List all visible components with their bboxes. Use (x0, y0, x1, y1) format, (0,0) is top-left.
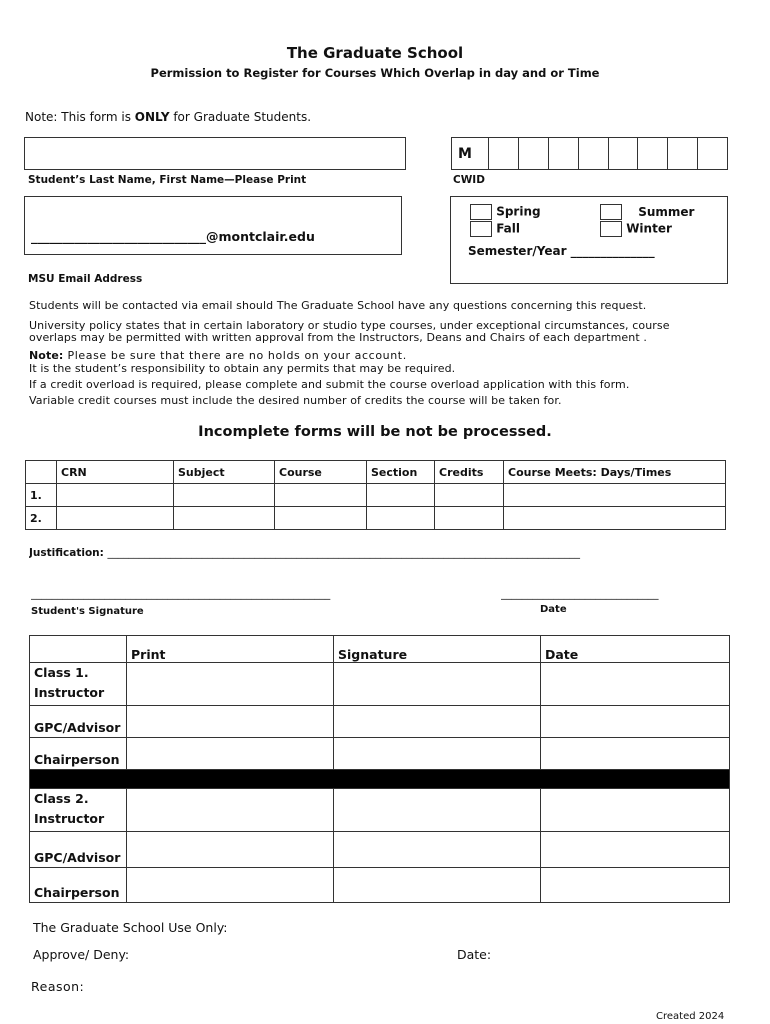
graduate-only-note: Note: This form is ONLY for Graduate Students. (25, 110, 312, 124)
term-option-summer[interactable]: Summer (600, 204, 694, 220)
course-table (25, 460, 726, 530)
cwid-digit-box[interactable] (698, 138, 727, 169)
date-cell[interactable] (541, 738, 730, 770)
approve-deny-label: Approve/ Deny: (33, 947, 130, 962)
term-option-fall[interactable]: Fall (470, 221, 520, 237)
signature-cell[interactable] (334, 706, 541, 738)
table-row (30, 789, 730, 832)
signature-cell[interactable] (334, 868, 541, 903)
office-use-heading: The Graduate School Use Only: (33, 920, 228, 935)
credits-cell[interactable] (435, 507, 504, 530)
date-cell[interactable] (541, 789, 730, 832)
header-cell: Subject (174, 461, 275, 484)
reason-label: Reason: (31, 979, 85, 994)
header-cell: Course (275, 461, 367, 484)
signature-cell[interactable] (334, 832, 541, 868)
print-cell[interactable] (127, 663, 334, 706)
form-subtitle: Permission to Register for Courses Which Overlap in day and or Time (150, 66, 600, 80)
crn-cell[interactable] (57, 484, 174, 507)
table-row (30, 706, 730, 738)
variable-credit-text: Variable credit courses must include the desired number of credits the course will be taken for. (29, 394, 562, 407)
print-cell[interactable] (127, 738, 334, 770)
cwid-digit-box[interactable] (609, 138, 639, 169)
table-row (30, 868, 730, 903)
course-table-header (26, 461, 726, 484)
contact-text: Students will be contacted via email should The Graduate School have any questions concerning this request. (29, 299, 647, 312)
print-cell[interactable] (127, 706, 334, 738)
approvals-header (30, 636, 730, 663)
row-number: 2. (26, 507, 57, 530)
permits-text: It is the student’s responsibility to obtain any permits that may be required. (29, 362, 456, 375)
created-footer: Created 2024 (656, 1011, 725, 1022)
header-cell: CRN (57, 461, 174, 484)
crn-cell[interactable] (57, 507, 174, 530)
print-cell[interactable] (127, 789, 334, 832)
email-field[interactable] (24, 196, 402, 255)
date-cell[interactable] (541, 706, 730, 738)
term-option-winter[interactable]: Winter (600, 221, 672, 237)
cwid-digit-box[interactable] (519, 138, 549, 169)
header-cell: Print (127, 636, 334, 663)
cwid-field[interactable] (451, 137, 728, 170)
cwid-digit-box[interactable] (489, 138, 519, 169)
date-cell[interactable] (541, 663, 730, 706)
meets-cell[interactable] (504, 507, 726, 530)
role-cell: Class 1. Instructor (30, 663, 127, 706)
signature-cell[interactable] (334, 663, 541, 706)
header-cell: Course Meets: Days/Times (504, 461, 726, 484)
header-cell (26, 461, 57, 484)
student-signature-label: Student's Signature (31, 606, 144, 617)
email-label: MSU Email Address (28, 273, 143, 285)
overload-text: If a credit overload is required, please complete and submit the course overload application with this form. (29, 378, 630, 391)
role-cell: Class 2. Instructor (30, 789, 127, 832)
policy-text-1: University policy states that in certain laboratory or studio type courses, under exceptional circumstances, course (29, 319, 670, 332)
signature-cell[interactable] (334, 738, 541, 770)
course-cell[interactable] (275, 507, 367, 530)
policy-text-2: overlaps may be permitted with written approval from the Instructors, Deans and Chairs of each department . (29, 331, 647, 344)
header-cell: Credits (435, 461, 504, 484)
cwid-prefix: M (452, 138, 489, 169)
section-cell[interactable] (367, 507, 435, 530)
section-divider (30, 770, 730, 789)
date-cell[interactable] (541, 868, 730, 903)
row-number: 1. (26, 484, 57, 507)
role-cell: Chairperson (30, 738, 127, 770)
form-title: The Graduate School (286, 44, 464, 62)
section-cell[interactable] (367, 484, 435, 507)
table-row (26, 507, 726, 530)
table-row (30, 738, 730, 770)
subject-cell[interactable] (174, 507, 275, 530)
header-cell (30, 636, 127, 663)
credits-cell[interactable] (435, 484, 504, 507)
role-cell: GPC/Advisor (30, 706, 127, 738)
student-signature-line[interactable]: _________________________________________________________ (31, 588, 331, 600)
cwid-digit-box[interactable] (638, 138, 668, 169)
fall-checkbox[interactable] (470, 221, 492, 237)
office-date-label: Date: (457, 947, 492, 962)
student-date-line[interactable]: ______________________________ (501, 588, 659, 600)
print-cell[interactable] (127, 832, 334, 868)
term-option-spring[interactable]: Spring (470, 204, 541, 220)
header-cell: Signature (334, 636, 541, 663)
cwid-digit-box[interactable] (549, 138, 579, 169)
print-cell[interactable] (127, 868, 334, 903)
header-cell: Date (541, 636, 730, 663)
student-name-label: Student’s Last Name, First Name—Please Print (28, 174, 307, 186)
table-row (26, 484, 726, 507)
semester-year-field[interactable]: Semester/Year ______________ (468, 244, 655, 258)
cwid-digit-box[interactable] (579, 138, 609, 169)
course-cell[interactable] (275, 484, 367, 507)
approvals-table (29, 635, 730, 903)
signature-cell[interactable] (334, 789, 541, 832)
role-cell: Chairperson (30, 868, 127, 903)
table-row (30, 663, 730, 706)
student-date-label: Date (540, 604, 567, 615)
justification-field[interactable]: Justification: __________________________________________________________________________________________ (29, 547, 581, 559)
winter-checkbox[interactable] (600, 221, 622, 237)
date-cell[interactable] (541, 832, 730, 868)
meets-cell[interactable] (504, 484, 726, 507)
email-line: ____________________________@montclair.edu (31, 229, 315, 244)
incomplete-warning: Incomplete forms will be not be processed. (198, 424, 552, 440)
spring-checkbox[interactable] (470, 204, 492, 220)
email-domain: @montclair.edu (206, 229, 315, 244)
header-cell: Section (367, 461, 435, 484)
summer-checkbox[interactable] (600, 204, 622, 220)
cwid-digit-box[interactable] (668, 138, 698, 169)
role-cell: GPC/Advisor (30, 832, 127, 868)
subject-cell[interactable] (174, 484, 275, 507)
table-row (30, 832, 730, 868)
holds-note: Note: Please be sure that there are no holds on your account. (29, 349, 407, 362)
student-name-field[interactable] (24, 137, 406, 170)
cwid-label: CWID (453, 174, 485, 186)
